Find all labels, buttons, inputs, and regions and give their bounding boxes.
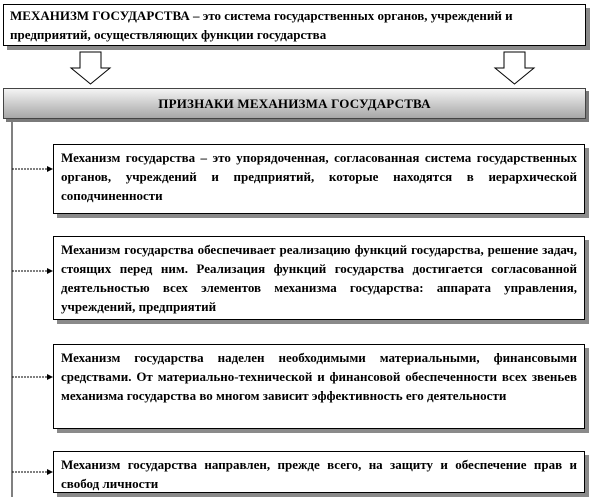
branch-arrow-4 <box>12 469 53 475</box>
down-arrow-left-icon <box>71 52 110 84</box>
down-arrow-right-icon <box>495 52 534 84</box>
feature-box-2 <box>53 236 585 320</box>
branch-arrow-3 <box>12 374 53 380</box>
branch-arrow-2 <box>12 268 53 274</box>
feature-box-1 <box>53 144 585 214</box>
definition-box <box>3 4 586 46</box>
feature-text-2: Механизм государства обеспечивает реализацию функций государства, решение задач, стоящих перед ним. Реализация функций государства достигается согласованной деятельностью всех элементов механизма государства: аппарата управления, учреждений, предприятий <box>61 242 577 314</box>
feature-box-3 <box>53 344 585 429</box>
feature-text-1: Механизм государства – это упорядоченная, согласованная система государственных органов, учреждений и предприятий, которые находятся в иерархической соподчиненности <box>61 150 577 203</box>
branch-arrow-1 <box>12 166 53 172</box>
definition-text: МЕХАНИЗМ ГОСУДАРСТВА – это система государственных органов, учреждений и предприятий, осуществляющих функции государства <box>10 8 513 42</box>
feature-box-4 <box>53 451 585 493</box>
features-banner <box>3 88 586 119</box>
feature-text-3: Механизм государства наделен необходимыми материальными, финансовыми средствами. От материально-технической и финансовой обеспеченности всех звеньев механизма государства во многом зависит эффективность его деятельности <box>61 350 577 403</box>
banner-title: ПРИЗНАКИ МЕХАНИЗМА ГОСУДАРСТВА <box>158 95 431 111</box>
feature-text-4: Механизм государства направлен, прежде всего, на защиту и обеспечение прав и свобод личности <box>61 457 577 491</box>
